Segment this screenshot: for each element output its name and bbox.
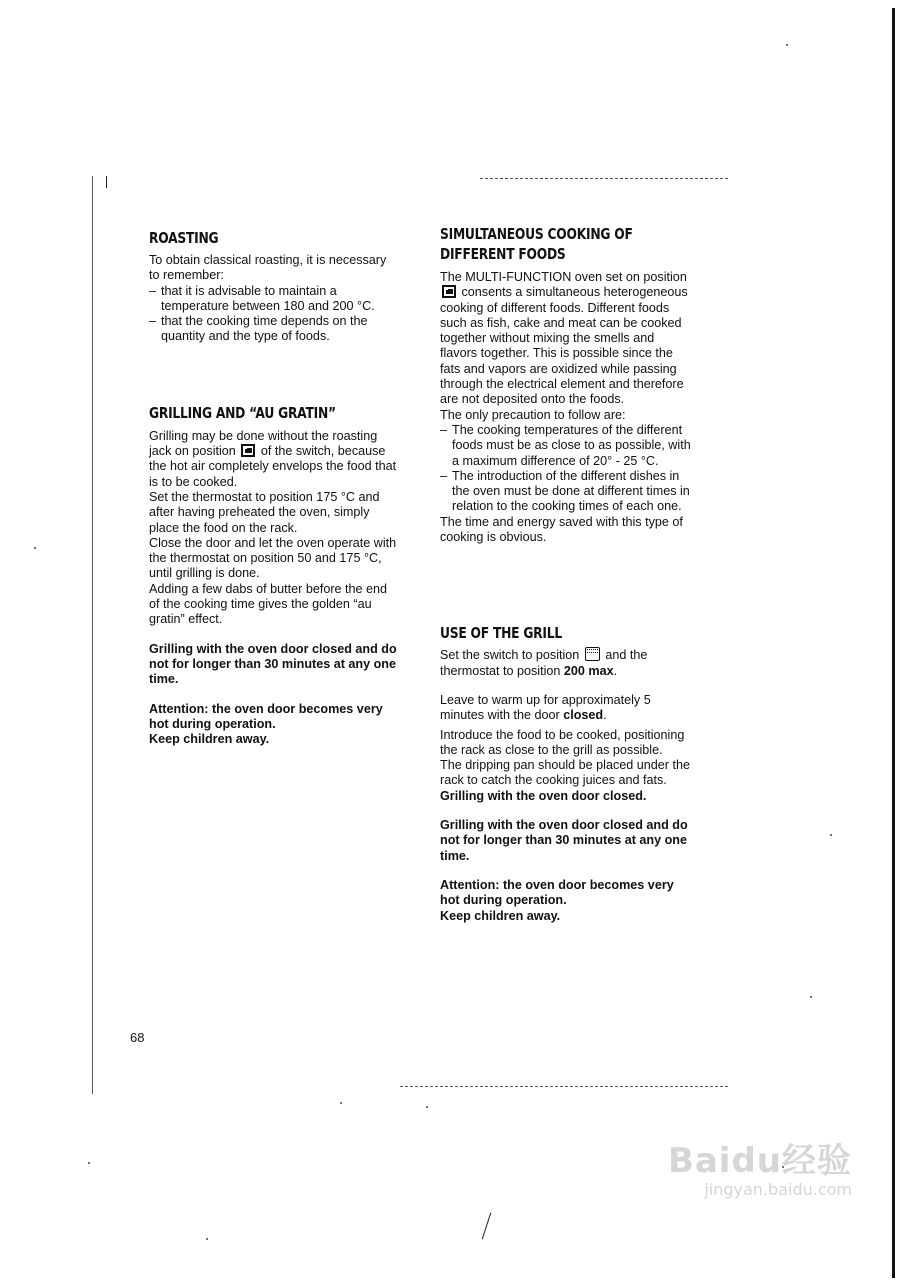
right-column	[440, 224, 692, 924]
scan-speck	[340, 1102, 342, 1104]
simultaneous-heading-line-1: SIMULTANEOUS COOKING OF	[440, 225, 633, 243]
grill-warning-2: Attention: the oven door becomes very hot during operation.	[440, 877, 674, 908]
grilling-heading: GRILLING AND “AU GRATIN”	[149, 403, 336, 422]
grilling-paragraph-2: Set the thermostat to position 175 °C and after having preheated the oven, simply place the food on the rack.	[149, 489, 380, 535]
grill-position-icon	[585, 647, 600, 661]
fan-position-icon	[241, 444, 255, 457]
grill-heading: USE OF THE GRILL	[440, 624, 562, 643]
grilling-p1-text-b: of the switch, because the hot air completely envelops the food that is to be cooked.	[149, 444, 397, 489]
roasting-intro: To obtain classical roasting, it is necessary to remember:	[149, 253, 387, 283]
grilling-paragraph-3: Close the door and let the oven operate with the thermostat on position 50 and 175 °C, until grilling is done.	[149, 535, 397, 581]
simultaneous-p1-text-a: The MULTI-FUNCTION oven set on position	[440, 270, 687, 284]
grill-p1-text-a: Set the switch to position	[440, 648, 580, 663]
grill-warning-1: Grilling with the oven door closed and do not for longer than 30 minutes at any one time.	[440, 818, 688, 863]
grilling-paragraph-1	[149, 429, 398, 490]
scan-margin-line	[92, 176, 93, 1094]
simultaneous-list	[440, 423, 692, 515]
grill-p2-closed: closed	[563, 708, 604, 723]
grill-p1-text-b: and the thermostat to position	[440, 648, 648, 678]
roasting-list	[149, 284, 398, 345]
list-item: – The cooking temperatures of the different foods must be as close to as possible, with a maximum difference of 20° - 25 °C.	[440, 423, 692, 469]
grilling-warning-2: Attention: the oven door becomes very hot during operation.	[149, 701, 383, 731]
simultaneous-paragraph-2: The only precaution to follow are:	[440, 407, 626, 422]
simultaneous-paragraph-3: The time and energy saved with this type of cooking is obvious.	[440, 514, 683, 545]
scan-stroke	[482, 1213, 492, 1240]
grilling-warning-1: Grilling with the oven door closed and do not for longer than 30 minutes at any one time.	[149, 641, 397, 687]
list-item: – The introduction of the different dishes in the oven must be done at different times in relation to the cooking times of each one.	[440, 469, 692, 515]
scan-margin-tick	[106, 176, 107, 188]
watermark	[668, 1142, 852, 1200]
grill-warning-3: Keep children away.	[440, 908, 561, 923]
simultaneous-p1-text-b: consents a simultaneous heterogeneous cooking of different foods. Different foods such as fish, cake and meat can be cooked together without mixing the smells and flavors together. This is possible since the fats and vapors are oxidized while passing through the electrical element and therefore are not deposited onto the foods.	[440, 285, 688, 407]
grilling-p1-text-a: Grilling may be done without the roasting jack on position	[149, 428, 378, 459]
scan-speck	[810, 996, 812, 998]
grill-paragraph-2	[440, 693, 692, 724]
simultaneous-heading-line-2: DIFFERENT FOODS	[440, 245, 566, 263]
list-item: – that it is advisable to maintain a temperature between 180 and 200 °C.	[149, 284, 398, 315]
grill-paragraph-1	[440, 647, 692, 679]
grill-p2-text-a: Leave to warm up for approximately 5 minutes with the door	[440, 692, 651, 723]
scan-speck	[786, 44, 788, 46]
grill-p2-end: .	[603, 708, 607, 723]
left-column	[149, 228, 398, 747]
grilling-paragraph-4: Adding a few dabs of butter before the end of the cooking time gives the golden “au gratin” effect.	[149, 581, 388, 627]
simultaneous-paragraph-1	[440, 270, 692, 408]
scan-speck	[830, 834, 832, 836]
top-rule	[480, 178, 728, 179]
page-edge-line	[892, 8, 895, 1278]
grill-p1-end: .	[613, 663, 618, 678]
list-item: – that the cooking time depends on the quantity and the type of foods.	[149, 314, 398, 345]
scan-speck	[88, 1162, 90, 1164]
fan-position-icon	[442, 285, 456, 298]
page-number: 68	[130, 1030, 145, 1045]
grilling-warning-3: Keep children away.	[149, 732, 270, 747]
scan-speck	[426, 1106, 428, 1108]
scan-speck	[34, 547, 36, 549]
bottom-rule	[400, 1086, 728, 1087]
grill-p1-setting: 200 max	[563, 663, 614, 678]
grill-paragraph-5: Grilling with the oven door closed.	[440, 788, 647, 803]
watermark-logo-text: Baidu经验	[667, 1141, 852, 1181]
scan-speck	[206, 1238, 208, 1240]
grill-paragraph-3: Introduce the food to be cooked, positioning the rack as close to the grill as possible.	[440, 727, 685, 757]
grill-paragraph-4: The dripping pan should be placed under the rack to catch the cooking juices and fats.	[440, 758, 690, 788]
watermark-url: jingyan.baidu.com	[704, 1180, 852, 1199]
roasting-heading: ROASTING	[149, 229, 219, 247]
